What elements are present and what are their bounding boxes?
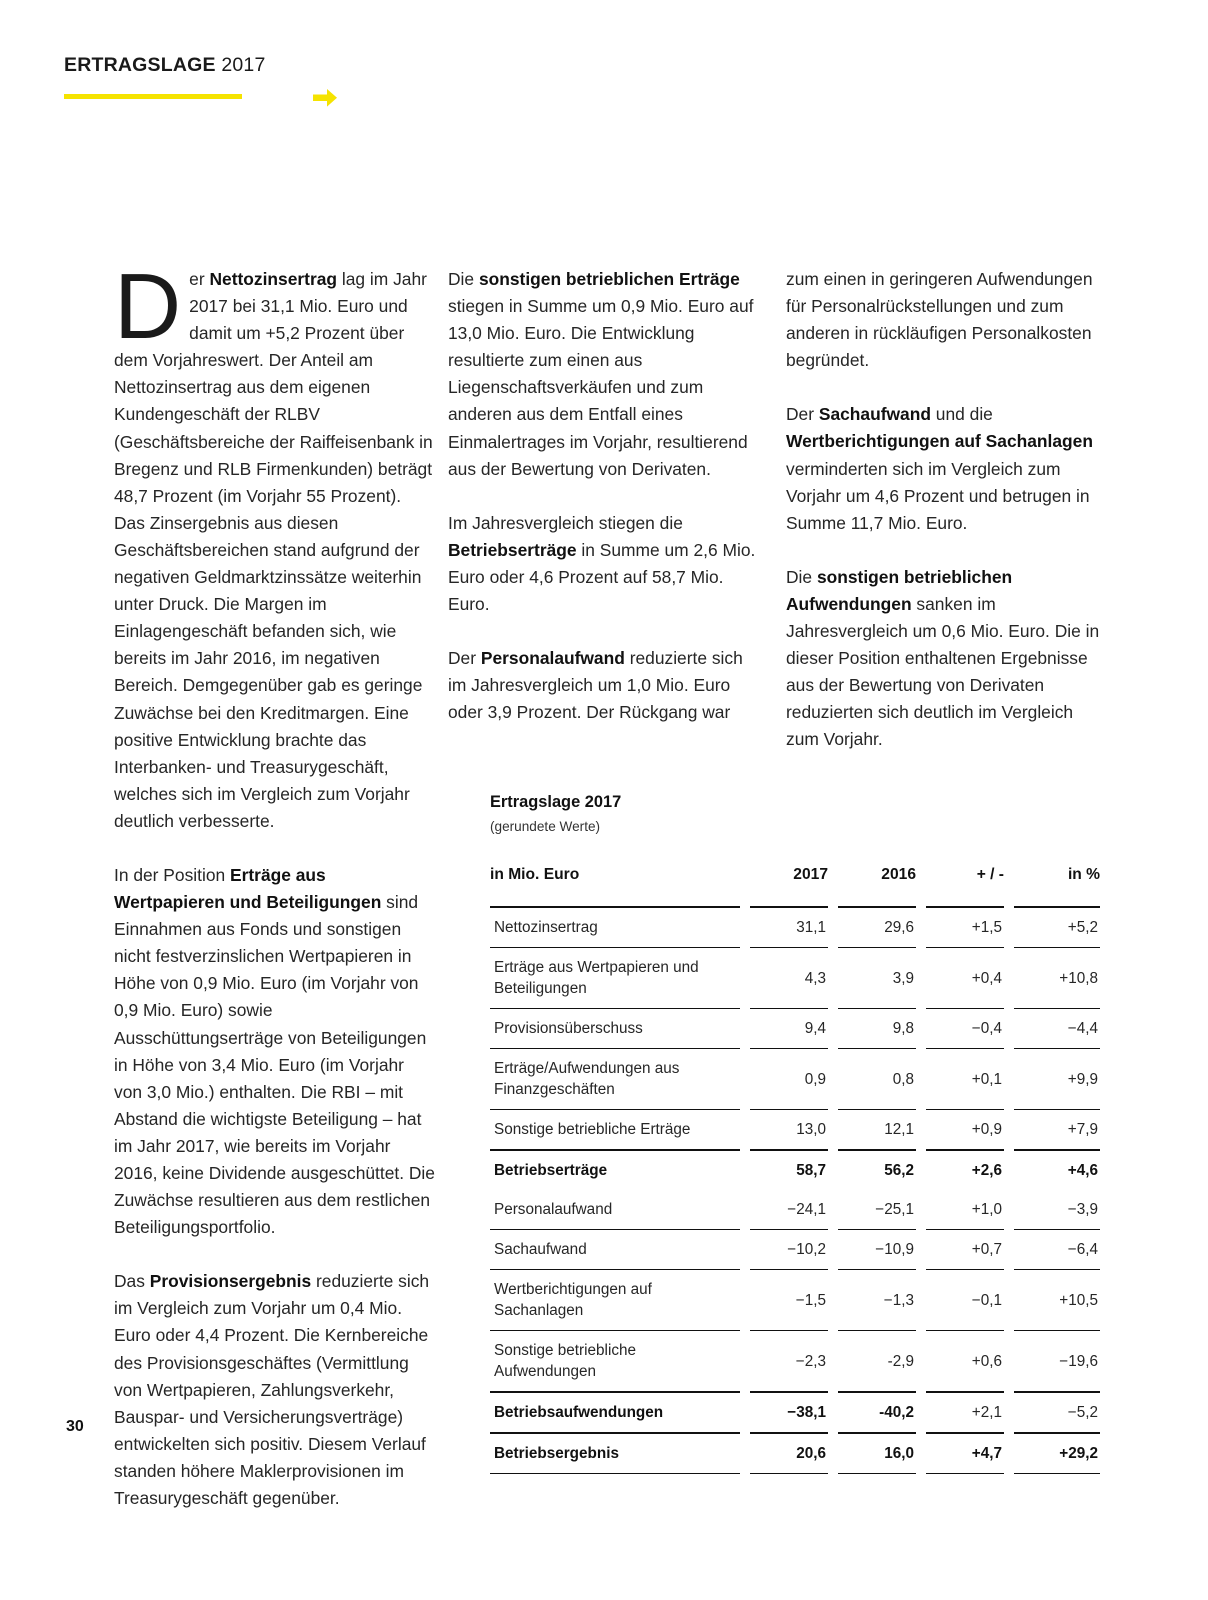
row-value: −6,4 bbox=[1014, 1229, 1100, 1269]
column-gap bbox=[828, 1149, 838, 1190]
rule-gap bbox=[916, 1473, 926, 1492]
row-value: 56,2 bbox=[838, 1149, 916, 1190]
table-row bbox=[490, 1008, 1100, 1048]
column-gap bbox=[740, 1432, 750, 1473]
paragraph bbox=[448, 266, 758, 483]
column-header-percent: in % bbox=[1067, 866, 1100, 883]
column-gap bbox=[828, 1008, 838, 1048]
column-gap bbox=[828, 1432, 838, 1473]
row-value: 0,8 bbox=[838, 1048, 916, 1109]
column-gap bbox=[1004, 1330, 1014, 1391]
column-gap bbox=[828, 1391, 838, 1432]
table-row bbox=[490, 1149, 1100, 1190]
column-gap bbox=[740, 1190, 750, 1229]
rule-segment bbox=[490, 1473, 740, 1492]
column-gap bbox=[740, 947, 750, 1008]
header-gap bbox=[740, 866, 750, 906]
column-header-2016: 2016 bbox=[881, 866, 916, 883]
header-gap bbox=[828, 866, 838, 906]
ertragslage-table bbox=[490, 866, 1100, 1492]
header-accent-rule bbox=[64, 94, 242, 99]
paragraph bbox=[114, 254, 436, 835]
page-header bbox=[64, 54, 464, 108]
column-gap bbox=[828, 947, 838, 1008]
row-value: -2,9 bbox=[838, 1330, 916, 1391]
table-body bbox=[490, 906, 1100, 1473]
row-label: Provisionsüberschuss bbox=[490, 1008, 740, 1048]
row-value: +10,5 bbox=[1014, 1269, 1100, 1330]
column-gap bbox=[1004, 1008, 1014, 1048]
paragraph bbox=[448, 645, 758, 726]
column-gap bbox=[828, 1109, 838, 1149]
column-gap bbox=[828, 906, 838, 947]
rich-text: Im Jahresvergleich stiegen die Betriebserträge in Summe um 2,6 Mio. Euro oder 4,6 Prozent auf 58,7 Mio. Euro. bbox=[448, 512, 756, 615]
row-label: Betriebsaufwendungen bbox=[490, 1391, 740, 1432]
column-header-delta: + / - bbox=[976, 866, 1004, 883]
row-value: +10,8 bbox=[1014, 947, 1100, 1008]
row-value: 58,7 bbox=[750, 1149, 828, 1190]
row-value: +9,9 bbox=[1014, 1048, 1100, 1109]
table-row bbox=[490, 1190, 1100, 1229]
column-gap bbox=[1004, 1269, 1014, 1330]
row-value: −1,3 bbox=[838, 1269, 916, 1330]
row-value: −0,1 bbox=[926, 1269, 1004, 1330]
row-value: 16,0 bbox=[838, 1432, 916, 1473]
row-value: +29,2 bbox=[1014, 1432, 1100, 1473]
table-bottom-rule bbox=[490, 1473, 1100, 1492]
row-label: Personalaufwand bbox=[494, 1201, 613, 1218]
header-decoration bbox=[64, 88, 464, 108]
row-label: Wertberichtigungen auf Sachanlagen bbox=[490, 1269, 740, 1330]
row-value: −24,1 bbox=[787, 1201, 826, 1218]
row-value: +4,6 bbox=[1014, 1149, 1100, 1190]
row-label: Sachaufwand bbox=[490, 1229, 740, 1269]
header-gap bbox=[916, 866, 926, 906]
page-title bbox=[64, 54, 464, 77]
paragraph bbox=[448, 510, 758, 618]
page-number: 30 bbox=[66, 1418, 84, 1435]
table-row bbox=[490, 947, 1100, 1008]
row-value: −1,5 bbox=[750, 1269, 828, 1330]
column-gap bbox=[916, 1190, 926, 1229]
column-gap bbox=[828, 1048, 838, 1109]
rich-text: Die sonstigen betrieblichen Aufwendungen sanken im Jahresvergleich um 0,6 Mio. Euro. Die in dieser Position enthaltenen Ergebnisse aus der Bewertung von Derivaten reduzierten sich deutlich im Vergleich zum Vorjahr. bbox=[786, 566, 1100, 750]
row-value: +0,6 bbox=[926, 1330, 1004, 1391]
row-label: Betriebserträge bbox=[490, 1149, 740, 1190]
row-value: 29,6 bbox=[838, 906, 916, 947]
page-title-bold: ERTRAGSLAGE bbox=[64, 54, 216, 76]
row-value: +2,1 bbox=[926, 1391, 1004, 1432]
row-value: −3,9 bbox=[1067, 1201, 1098, 1218]
column-gap bbox=[1004, 1432, 1014, 1473]
financial-table-block bbox=[490, 793, 1100, 1492]
column-gap bbox=[828, 1190, 838, 1229]
table-row bbox=[490, 1432, 1100, 1473]
row-label: Sonstige betriebliche Erträge bbox=[490, 1109, 740, 1149]
row-value: −4,4 bbox=[1014, 1008, 1100, 1048]
column-gap bbox=[916, 1330, 926, 1391]
column-gap bbox=[916, 906, 926, 947]
rule-segment bbox=[926, 1473, 1004, 1492]
table-row bbox=[490, 1391, 1100, 1432]
row-value: −10,9 bbox=[838, 1229, 916, 1269]
column-gap bbox=[740, 1330, 750, 1391]
row-value: 3,9 bbox=[838, 947, 916, 1008]
column-gap bbox=[740, 1109, 750, 1149]
paragraph bbox=[114, 1268, 436, 1512]
column-gap bbox=[916, 1432, 926, 1473]
column-gap bbox=[828, 1330, 838, 1391]
rich-text: zum einen in geringeren Aufwendungen für Personalrückstellungen und zum anderen in rückläufigen Personalkosten begründet. bbox=[786, 269, 1093, 371]
table-row bbox=[490, 1109, 1100, 1149]
text-column-2 bbox=[448, 266, 758, 726]
arrow-right-icon bbox=[312, 88, 338, 108]
column-gap bbox=[740, 1269, 750, 1330]
table-row bbox=[490, 1229, 1100, 1269]
paragraph bbox=[786, 564, 1100, 754]
column-gap bbox=[828, 1229, 838, 1269]
row-value: 4,3 bbox=[750, 947, 828, 1008]
column-gap bbox=[1004, 1229, 1014, 1269]
row-value: +4,7 bbox=[926, 1432, 1004, 1473]
rule-gap bbox=[828, 1473, 838, 1492]
row-value: 31,1 bbox=[750, 906, 828, 947]
row-value: 13,0 bbox=[750, 1109, 828, 1149]
row-value: −0,4 bbox=[926, 1008, 1004, 1048]
row-value: +0,1 bbox=[926, 1048, 1004, 1109]
column-gap bbox=[1004, 1109, 1014, 1149]
column-gap bbox=[916, 1269, 926, 1330]
column-gap bbox=[916, 1229, 926, 1269]
paragraph bbox=[114, 862, 436, 1241]
drop-cap: D bbox=[114, 254, 182, 358]
row-value: -40,2 bbox=[838, 1391, 916, 1432]
row-value: −2,3 bbox=[750, 1330, 828, 1391]
column-gap bbox=[1004, 1391, 1014, 1432]
column-gap bbox=[916, 1391, 926, 1432]
table-header-row bbox=[490, 866, 1100, 906]
column-gap bbox=[1004, 1048, 1014, 1109]
row-label: Nettozinsertrag bbox=[490, 906, 740, 947]
column-gap bbox=[740, 906, 750, 947]
rule-gap bbox=[1004, 1473, 1014, 1492]
paragraph bbox=[786, 266, 1100, 374]
column-gap bbox=[916, 1008, 926, 1048]
paragraph bbox=[786, 401, 1100, 536]
column-gap bbox=[740, 1229, 750, 1269]
page-title-year: 2017 bbox=[221, 54, 266, 76]
column-gap bbox=[916, 1048, 926, 1109]
row-label: Betriebsergebnis bbox=[490, 1432, 740, 1473]
column-gap bbox=[740, 1008, 750, 1048]
rich-text: er Nettozinsertrag lag im Jahr 2017 bei 31,1 Mio. Euro und damit um +5,2 Prozent über dem Vorjahreswert. Der Anteil am Nettozinsertrag aus dem eigenen Kundengeschäft der RLBV (Geschäftsbereiche der Raiffeisenbank in Bregenz und RLB Firmenkunden) beträgt 48,7 Prozent (im Vorjahr 55 Prozent). Das Zinsergebnis aus diesen Geschäftsbereichen stand aufgrund der negativen Geldmarktzinssätze weiterhin unter Druck. Die Margen im Einlagengeschäft befanden sich, wie bereits im Jahr 2016, im negativen Bereich. Demgegenüber gab es geringe Zuwächse bei den Kreditmargen. Eine positive Entwicklung brachte das Interbanken- und Treasurygeschäft, welches sich im Vergleich zum Vorjahr deutlich verbesserte. bbox=[114, 269, 433, 831]
table-row bbox=[490, 1330, 1100, 1391]
row-value: 0,9 bbox=[750, 1048, 828, 1109]
column-gap bbox=[1004, 906, 1014, 947]
table-row bbox=[490, 906, 1100, 947]
column-gap bbox=[1004, 1149, 1014, 1190]
column-gap bbox=[740, 1149, 750, 1190]
row-value: −5,2 bbox=[1014, 1391, 1100, 1432]
header-gap bbox=[1004, 866, 1014, 906]
row-value: +2,6 bbox=[926, 1149, 1004, 1190]
table-title: Ertragslage 2017 bbox=[490, 793, 622, 811]
rule-gap bbox=[740, 1473, 750, 1492]
row-label: Erträge aus Wertpapieren und Beteiligungen bbox=[490, 947, 740, 1008]
row-value: 12,1 bbox=[838, 1109, 916, 1149]
row-value: +5,2 bbox=[1014, 906, 1100, 947]
table-subtitle: (gerundete Werte) bbox=[490, 819, 601, 834]
row-label: Sonstige betriebliche Aufwendungen bbox=[490, 1330, 740, 1391]
row-value: 9,4 bbox=[750, 1008, 828, 1048]
row-value: −10,2 bbox=[750, 1229, 828, 1269]
row-value: +7,9 bbox=[1014, 1109, 1100, 1149]
column-header-2017: 2017 bbox=[793, 866, 828, 883]
table-row bbox=[490, 1269, 1100, 1330]
column-gap bbox=[1004, 947, 1014, 1008]
rich-text: Das Provisionsergebnis reduzierte sich im Vergleich zum Vorjahr um 0,4 Mio. Euro oder 4,4 Prozent. Die Kernbereiche des Provisionsgeschäftes (Vermittlung von Wertpapieren, Zahlungsverkehr, Bauspar- und Versicherungsverträge) entwickelten sich positiv. Diesem Verlauf standen höhere Maklerprovisionen im Treasurygeschäft gegenüber. bbox=[114, 1271, 430, 1509]
column-gap bbox=[740, 1048, 750, 1109]
row-value: −25,1 bbox=[875, 1201, 914, 1218]
row-value: +0,4 bbox=[926, 947, 1004, 1008]
column-gap bbox=[916, 1149, 926, 1190]
row-value: +0,9 bbox=[926, 1109, 1004, 1149]
row-value: −38,1 bbox=[750, 1391, 828, 1432]
row-value: −19,6 bbox=[1014, 1330, 1100, 1391]
column-header-label: in Mio. Euro bbox=[490, 866, 580, 883]
column-gap bbox=[916, 947, 926, 1008]
row-label: Erträge/Aufwendungen aus Finanzgeschäften bbox=[490, 1048, 740, 1109]
row-value: +1,5 bbox=[926, 906, 1004, 947]
rich-text: In der Position Erträge aus Wertpapieren und Beteiligungen sind Einnahmen aus Fonds und sonstigen nicht festverzinslichen Wertpapieren in Höhe von 0,9 Mio. Euro (im Vorjahr von 0,9 Mio. Euro) sowie Ausschüttungserträge von Beteiligungen in Höhe von 3,4 Mio. Euro (im Vorjahr von 3,0 Mio.) enthalten. Die RBI – mit Abstand die wichtigste Beteiligung – hat im Jahr 2017, wie bereits im Vorjahr 2016, keine Dividende ausgeschüttet. Die Zuwächse resultieren aus dem restlichen Beteiligungsportfolio. bbox=[114, 864, 435, 1238]
row-value: 20,6 bbox=[750, 1432, 828, 1473]
column-gap bbox=[1004, 1190, 1014, 1229]
row-value: +1,0 bbox=[971, 1201, 1002, 1218]
rule-segment bbox=[750, 1473, 828, 1492]
column-gap bbox=[916, 1109, 926, 1149]
row-value: +0,7 bbox=[926, 1229, 1004, 1269]
rule-segment bbox=[1014, 1473, 1100, 1492]
text-column-3 bbox=[786, 266, 1100, 754]
text-column-1 bbox=[114, 254, 436, 1512]
rich-text: Die sonstigen betrieblichen Erträge stiegen in Summe um 0,9 Mio. Euro auf 13,0 Mio. Euro. Die Entwicklung resultierte zum einen aus Liegenschaftsverkäufen und zum anderen aus dem Entfall eines Einmalertrages im Vorjahr, resultierend aus der Bewertung von Derivaten. bbox=[448, 269, 754, 479]
table-row bbox=[490, 1048, 1100, 1109]
row-value: 9,8 bbox=[838, 1008, 916, 1048]
rule-segment bbox=[838, 1473, 916, 1492]
rich-text: Der Personalaufwand reduzierte sich im Jahresvergleich um 1,0 Mio. Euro oder 3,9 Prozent. Der Rückgang war bbox=[448, 648, 743, 723]
column-gap bbox=[828, 1269, 838, 1330]
rich-text: Der Sachaufwand und die Wertberichtigungen auf Sachanlagen verminderten sich im Vergleich zum Vorjahr um 4,6 Prozent und betrugen in Summe 11,7 Mio. Euro. bbox=[786, 404, 1093, 533]
column-gap bbox=[740, 1391, 750, 1432]
